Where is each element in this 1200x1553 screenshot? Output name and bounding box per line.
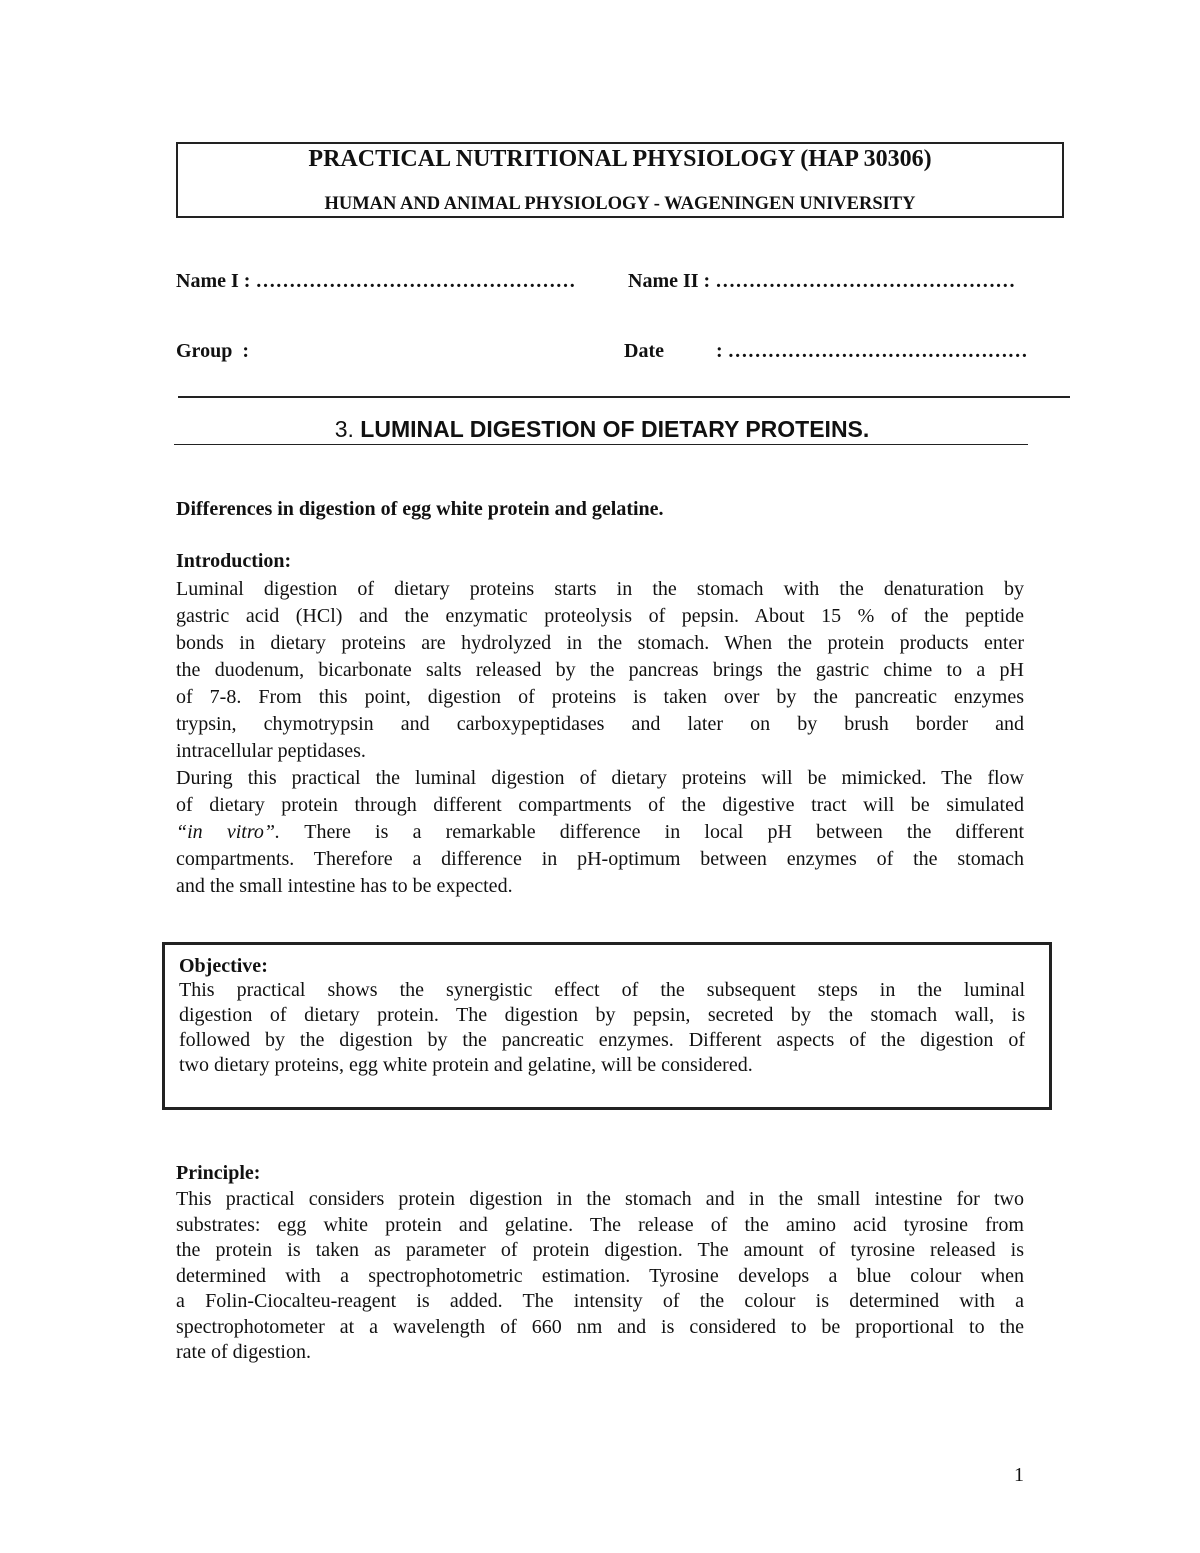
objective-line: digestion of dietary protein. The digestion by pepsin, secreted by the stomach wall, is <box>179 1004 1025 1026</box>
intro-line: the duodenum, bicarbonate salts released by the pancreas brings the gastric chime to a pH <box>176 659 1024 681</box>
department-subtitle: HUMAN AND ANIMAL PHYSIOLOGY - WAGENINGEN UNIVERSITY <box>324 194 916 214</box>
name1-field[interactable] <box>176 270 575 293</box>
principle-line: This practical considers protein digestion in the stomach and in the small intestine for two <box>176 1188 1024 1210</box>
date-value[interactable]: ……………………………………… <box>727 340 1028 362</box>
name2-label: Name II : <box>628 270 711 292</box>
group-label: Group : <box>176 340 249 362</box>
intro-line: of 7-8. From this point, digestion of proteins is taken over by the pancreatic enzymes <box>176 686 1024 708</box>
intro-line: Luminal digestion of dietary proteins starts in the stomach with the denaturation by <box>176 578 1024 600</box>
date-colon: : <box>716 340 723 362</box>
introduction-heading: Introduction: <box>176 550 292 572</box>
objective-line: two dietary proteins, egg white protein and gelatine, will be considered. <box>179 1054 753 1076</box>
name1-label: Name I : <box>176 270 251 292</box>
section-title-text: LUMINAL DIGESTION OF DIETARY PROTEINS. <box>360 416 870 442</box>
divider <box>178 396 1070 398</box>
intro-line: gastric acid (HCl) and the enzymatic proteolysis of pepsin. About 15 % of the peptide <box>176 605 1024 627</box>
header-box <box>176 142 1064 218</box>
intro-line: bonds in dietary proteins are hydrolyzed in the stomach. When the protein products enter <box>176 632 1024 654</box>
name2-field[interactable] <box>628 270 1015 293</box>
subheading: Differences in digestion of egg white protein and gelatine. <box>176 498 664 520</box>
in-vitro-text: “in vitro”. <box>176 821 281 843</box>
principle-text <box>176 1187 1024 1366</box>
introduction-text <box>176 576 1024 900</box>
objective-heading: Objective: <box>179 955 268 977</box>
date-field[interactable] <box>716 340 1028 363</box>
name1-value[interactable]: ………………………………………… <box>255 270 576 292</box>
objective-text <box>179 978 1025 1078</box>
principle-line: spectrophotometer at a wavelength of 660 nm and is considered to be proportional to the <box>176 1315 1024 1338</box>
intro-line: of dietary protein through different compartments of the digestive tract will be simulated <box>176 794 1024 816</box>
principle-heading: Principle: <box>176 1162 261 1184</box>
section-number: 3. <box>334 416 354 442</box>
objective-line: This practical shows the synergistic effect of the subsequent steps in the luminal <box>179 979 1025 1001</box>
principle-line: a Folin-Ciocalteu-reagent is added. The intensity of the colour is determined with a <box>176 1290 1024 1312</box>
objective-box <box>162 942 1052 1110</box>
page-number: 1 <box>1014 1464 1024 1486</box>
name2-value[interactable]: ……………………………………… <box>715 270 1016 292</box>
principle-line: determined with a spectrophotometric estimation. Tyrosine develops a blue colour when <box>176 1264 1024 1287</box>
date-label: Date <box>624 340 664 362</box>
objective-line: followed by the digestion by the pancreatic enzymes. Different aspects of the digestion of <box>179 1029 1025 1051</box>
intro-line-invitro-rest: There is a remarkable difference in local pH between the different <box>304 821 1025 843</box>
course-title: PRACTICAL NUTRITIONAL PHYSIOLOGY (HAP 30306) <box>308 146 932 172</box>
principle-line: rate of digestion. <box>176 1341 311 1363</box>
intro-line: compartments. Therefore a difference in pH-optimum between enzymes of the stomach <box>176 848 1024 870</box>
section-title <box>176 416 1028 443</box>
section-underline <box>174 444 1028 445</box>
intro-line: and the small intestine has to be expected. <box>176 875 513 897</box>
principle-line: the protein is taken as parameter of protein digestion. The amount of tyrosine released is <box>176 1239 1024 1261</box>
intro-line: intracellular peptidases. <box>176 740 366 762</box>
intro-line-invitro <box>176 819 1024 846</box>
intro-line: During this practical the luminal digestion of dietary proteins will be mimicked. The flow <box>176 767 1024 789</box>
intro-line: trypsin, chymotrypsin and carboxypeptidases and later on by brush border and <box>176 713 1024 735</box>
principle-line: substrates: egg white protein and gelatine. The release of the amino acid tyrosine from <box>176 1213 1024 1236</box>
